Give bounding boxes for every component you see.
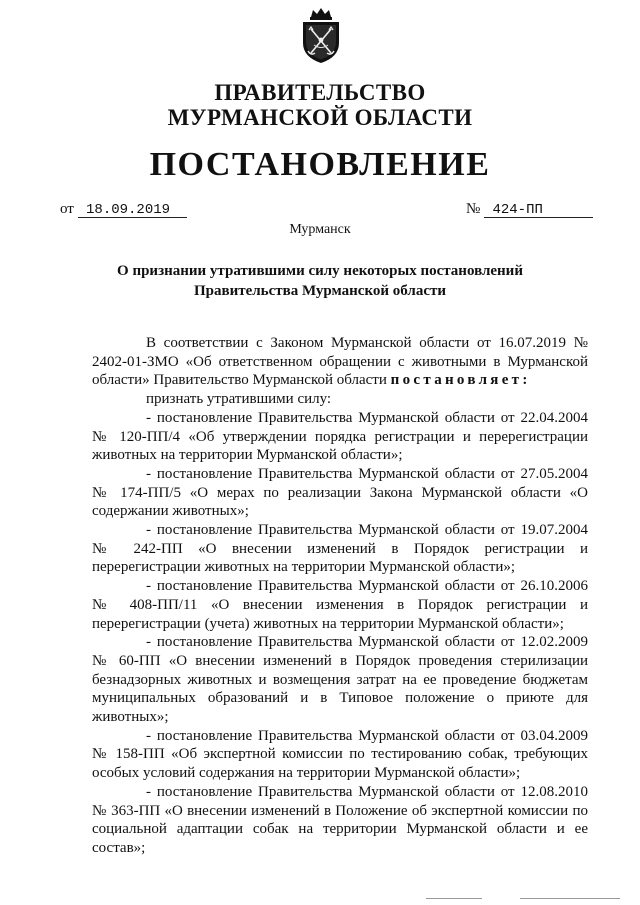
intro-paragraph: [92, 334, 588, 390]
intro-text: В соответствии с Законом Мурманской области от 16.07.2019 № 2402-01-ЗМО «Об ответственном обращении с животными в Мурманской области» Правительство Мурманской области: [92, 335, 588, 389]
resolves-word: постановляет:: [390, 372, 531, 389]
list-item: - постановление Правительства Мурманской области от 12.02.2009 № 60-ПП «О внесении изменений в Порядок проведения стерилизации безнадзорных животных и возмещения затрат на ее проведение бюджетам муниципальных образований и в Типовое положение о приюте для животных»;: [92, 634, 588, 726]
decree-date: [78, 203, 187, 218]
decree-number-line: [466, 201, 593, 218]
decree-body: [92, 334, 588, 858]
decree-date-line: [60, 201, 187, 218]
decree-date-value: 18.09.2019: [86, 202, 171, 218]
coat-of-arms-emblem: [299, 7, 343, 65]
government-name-line1: ПРАВИТЕЛЬСТВО: [214, 80, 426, 105]
government-name-line2: МУРМАНСКОЙ ОБЛАСТИ: [167, 105, 473, 130]
footer-divider: [520, 898, 620, 899]
decree-title-line2: Правительства Мурманской области: [193, 283, 447, 299]
footer-divider: [426, 898, 482, 899]
murmansk-coat-of-arms-icon: [299, 7, 343, 65]
list-item: - постановление Правительства Мурманской области от 22.04.2004 № 120-ПП/4 «Об утверждении порядка регистрации и перерегистрации животных на территории Мурманской области»;: [92, 409, 588, 464]
list-item: - постановление Правительства Мурманской области от 19.07.2004 № 242-ПП «О внесении изменений в Порядок регистрации и перерегистрации животных на территории Мурманской области»;: [92, 522, 588, 576]
decree-number-value: 424-ПП: [492, 202, 543, 218]
decree-number: [484, 203, 593, 218]
number-prefix: №: [466, 201, 481, 217]
decree-title-line1: О признании утратившими силу некоторых постановлений: [117, 263, 523, 279]
list-item: - постановление Правительства Мурманской области от 27.05.2004 № 174-ПП/5 «О мерах по реализации Закона Мурманской области «О содержании животных»;: [92, 465, 588, 520]
list-item: - постановление Правительства Мурманской области от 26.10.2006 № 408-ПП/11 «О внесении изменения в Порядок регистрации и перерегистрации (учета) животных на территории Мурманской области»;: [92, 578, 588, 632]
list-item: - постановление Правительства Мурманской области от 03.04.2009 № 158-ПП «Об экспертной комиссии по тестированию собак, требующих особых условий содержания на территории Мурманской области»;: [92, 727, 588, 782]
list-item: - постановление Правительства Мурманской области от 12.08.2010 № 363-ПП «О внесении изменений в Положение об экспертной комиссии по социальной адаптации собак на территории Мурманской области и ее состав»;: [92, 783, 588, 856]
city-name: Мурманск: [289, 222, 351, 237]
declare-paragraph: признать утратившими силу:: [146, 391, 332, 408]
document-type-heading: ПОСТАНОВЛЕНИЕ: [149, 146, 491, 183]
date-prefix: от: [60, 201, 74, 217]
